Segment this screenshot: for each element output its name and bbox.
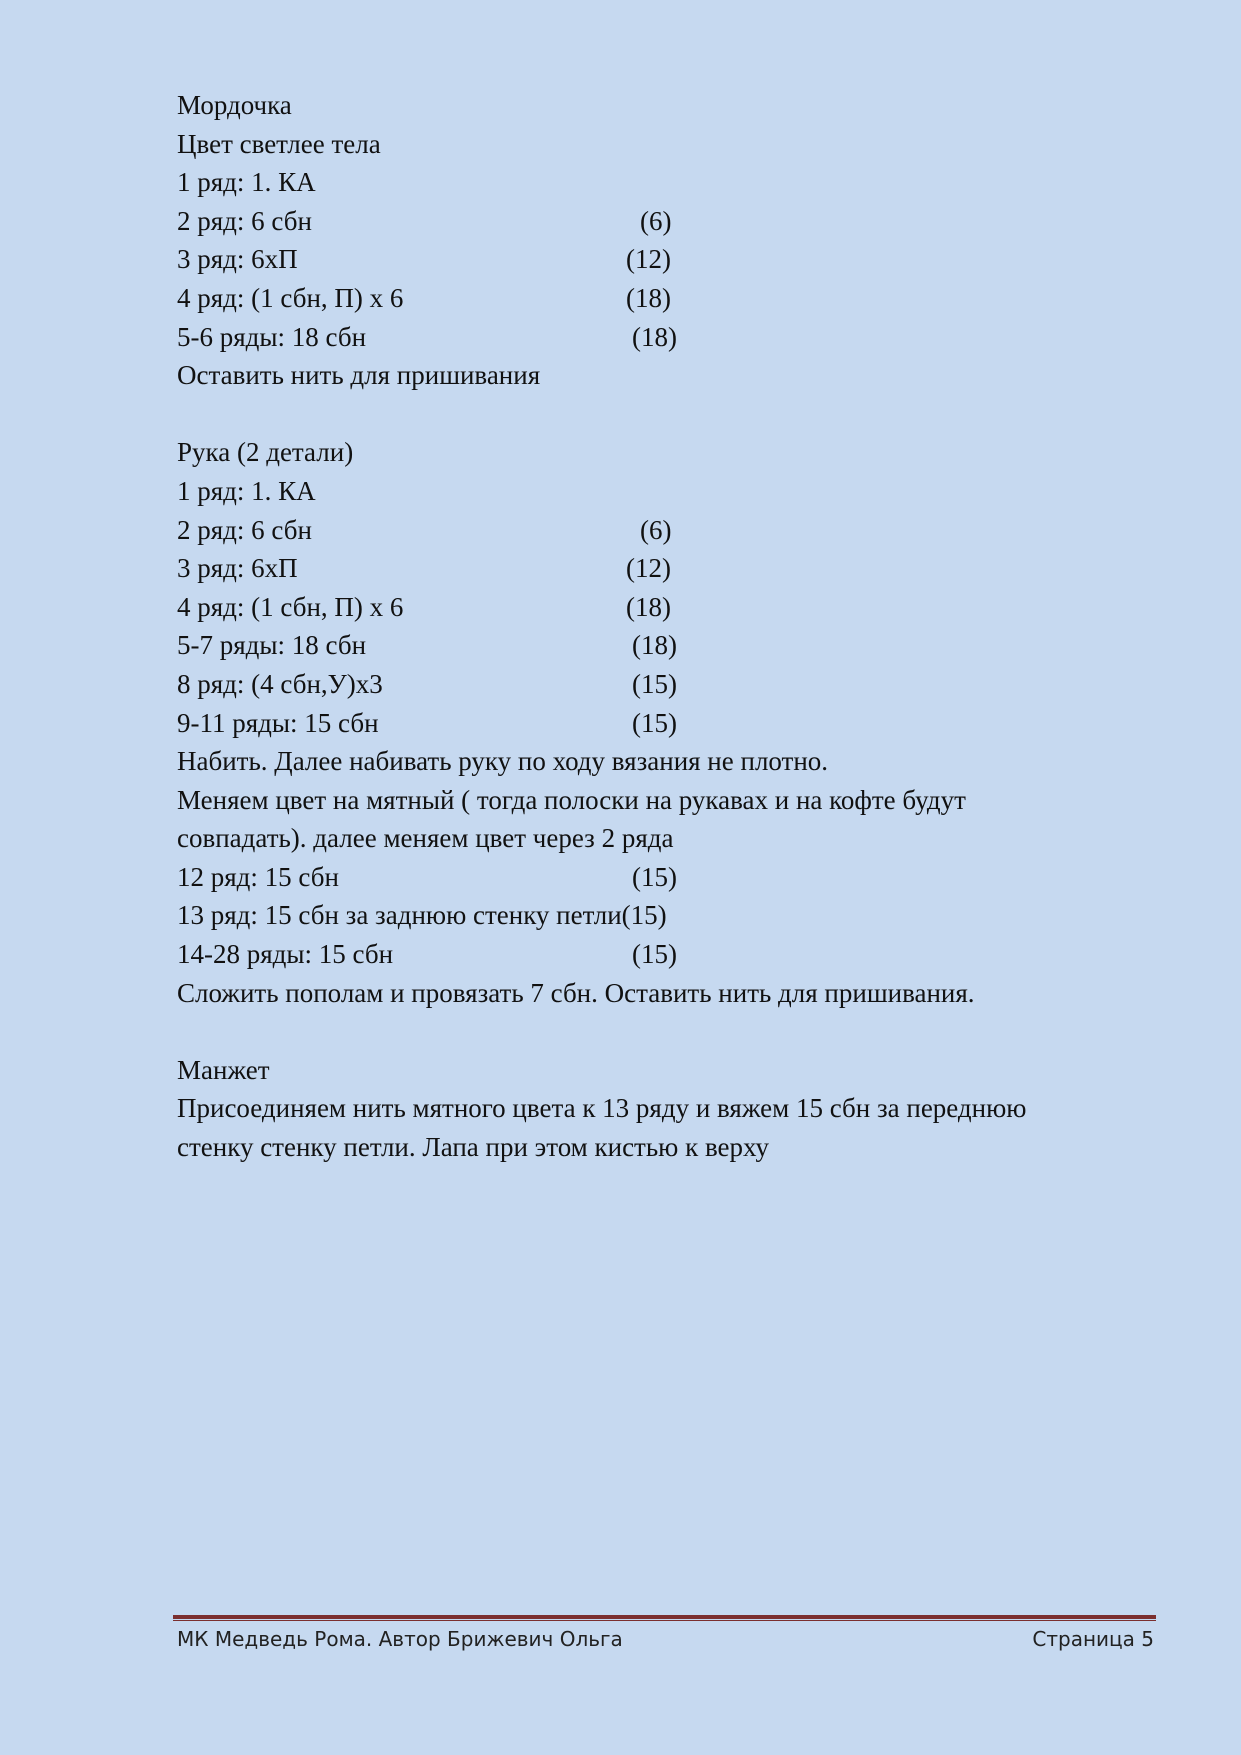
- arm-color-change-line1: Меняем цвет на мятный ( тогда полоски на рукавах и на кофте будут: [177, 784, 966, 815]
- row-count: (12): [626, 553, 671, 584]
- arm-row: [177, 858, 1137, 897]
- muzzle-row: [177, 202, 1137, 241]
- row-text: 3 ряд: 6хП: [177, 553, 298, 584]
- arm-row: [177, 626, 1137, 665]
- arm-row: [177, 511, 1137, 550]
- row-text: 1 ряд: 1. КА: [177, 475, 316, 506]
- row-count: (18): [632, 630, 677, 661]
- row-count: (15): [632, 707, 677, 738]
- row-text: 3 ряд: 6хП: [177, 244, 298, 275]
- row-text: 5-7 ряды: 18 сбн: [177, 630, 367, 661]
- row-text: 8 ряд: (4 сбн,У)х3: [177, 668, 383, 699]
- row-count: (18): [626, 591, 671, 622]
- row-count: (18): [626, 282, 671, 313]
- row-text: 4 ряд: (1 сбн, П) х 6: [177, 591, 404, 622]
- footer-divider: [173, 1615, 1156, 1621]
- row-count: (6): [640, 514, 672, 545]
- row-text: 14-28 ряды: 15 сбн: [177, 939, 394, 970]
- section-gap: [177, 1012, 1137, 1051]
- row-count: (12): [626, 244, 671, 275]
- arm-ending: Сложить пополам и провязать 7 сбн. Оставить нить для пришивания.: [177, 977, 975, 1008]
- muzzle-row: [177, 318, 1137, 357]
- row-count: (15): [632, 861, 677, 892]
- row-text: 2 ряд: 6 сбн: [177, 514, 312, 545]
- arm-row: [177, 704, 1137, 743]
- row-text: 12 ряд: 15 сбн: [177, 861, 339, 892]
- section-title-arm: Рука (2 детали): [177, 437, 354, 468]
- row-count: (15): [632, 668, 677, 699]
- muzzle-row: [177, 279, 1137, 318]
- arm-row: [177, 896, 1137, 935]
- arm-row: [177, 472, 1137, 511]
- row-text: 5-6 ряды: 18 сбн: [177, 321, 367, 352]
- footer-title: МК Медведь Рома. Автор Брижевич Ольга: [177, 1627, 623, 1651]
- row-count: (6): [640, 205, 672, 236]
- row-count: (18): [632, 321, 677, 352]
- cuff-text-line2: стенку стенку петли. Лапа при этом кистью к верху: [177, 1132, 770, 1163]
- row-text: 13 ряд: 15 сбн за заднюю стенку петли(15): [177, 900, 667, 931]
- section-gap: [177, 395, 1137, 434]
- muzzle-row: [177, 240, 1137, 279]
- arm-row: [177, 549, 1137, 588]
- document-body: [177, 86, 1137, 1167]
- row-text: 9-11 ряды: 15 сбн: [177, 707, 379, 738]
- arm-stuff-note: Набить. Далее набивать руку по ходу вязания не плотно.: [177, 746, 829, 777]
- row-text: 1 ряд: 1. КА: [177, 167, 316, 198]
- arm-row: [177, 935, 1137, 974]
- row-count: (15): [632, 939, 677, 970]
- muzzle-ending: Оставить нить для пришивания: [177, 360, 541, 391]
- muzzle-row: [177, 163, 1137, 202]
- arm-row: [177, 588, 1137, 627]
- page-number: Страница 5: [1032, 1627, 1154, 1651]
- row-text: 2 ряд: 6 сбн: [177, 205, 312, 236]
- arm-color-change-line2: совпадать). далее меняем цвет через 2 ряда: [177, 823, 674, 854]
- section-title-cuff: Манжет: [177, 1054, 270, 1085]
- row-text: 4 ряд: (1 сбн, П) х 6: [177, 282, 404, 313]
- muzzle-color-note: Цвет светлее тела: [177, 128, 381, 159]
- cuff-text-line1: Присоединяем нить мятного цвета к 13 ряду и вяжем 15 сбн за переднюю: [177, 1093, 1027, 1124]
- section-title-muzzle: Мордочка: [177, 90, 292, 120]
- arm-row: [177, 665, 1137, 704]
